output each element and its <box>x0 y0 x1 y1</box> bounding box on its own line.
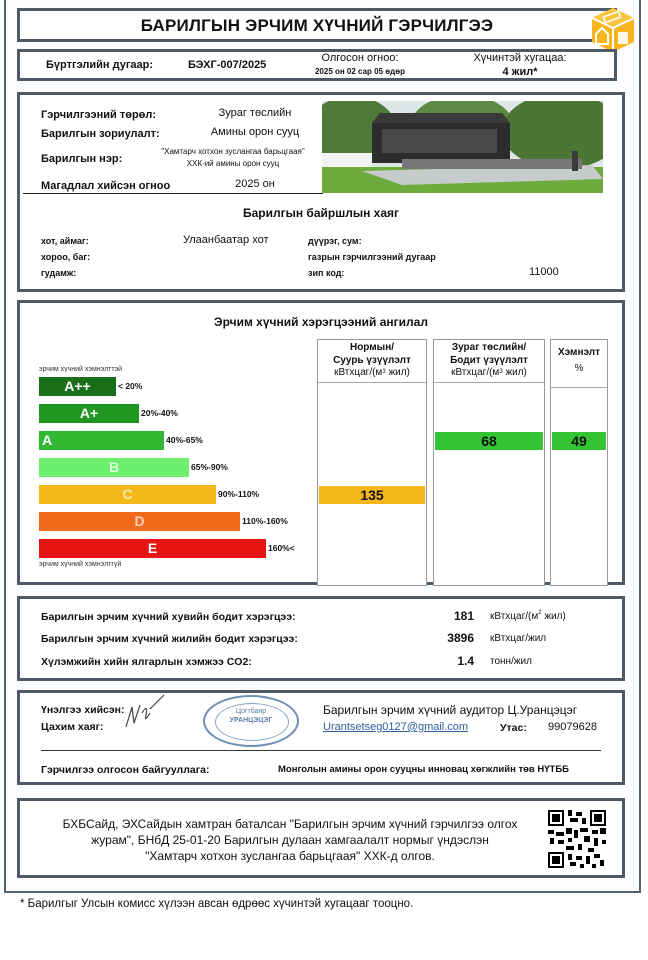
unit-part: кВтхцаг/(м <box>334 367 383 378</box>
rating-class-bar <box>39 404 139 423</box>
annual-demand-unit: кВтхцаг/жил <box>490 633 547 644</box>
page-title: БАРИЛГЫН ЭРЧИМ ХҮЧНИЙ ГЭРЧИЛГЭЭ <box>140 16 494 35</box>
qr-code-icon[interactable] <box>548 810 606 868</box>
inefficient-note: эрчим хүчний хэмнэлтгүй <box>39 561 122 568</box>
rating-class-range: 40%-65% <box>166 435 203 445</box>
validity-label: Хүчинтэй хугацаа: <box>473 52 567 64</box>
rating-class-range: 110%-160% <box>242 516 288 526</box>
city-label: хот, аймаг: <box>41 236 89 246</box>
title-box <box>17 8 617 42</box>
actual-header-line1: Зураг төслийн/ <box>451 342 527 353</box>
rating-class-label: E <box>147 540 158 556</box>
email-label: Цахим хаяг: <box>41 721 104 733</box>
building-purpose-value: Амины орон сууц <box>210 126 300 138</box>
actual-value-bar <box>435 432 543 450</box>
signature-icon <box>120 693 180 733</box>
unit-sup: 3 <box>382 369 386 375</box>
land-cert-label: газрын гэрчилгээний дугаар <box>308 252 436 262</box>
validity-footnote: * Барилгыг Улсын комисс хүлээн авсан өдрөөс хүчинтэй хугацааг тооцно. <box>20 898 414 910</box>
issue-date-label: Олгосон огноо: <box>321 52 399 64</box>
assessed-by-label: Үнэлгээ хийсэн: <box>41 704 125 716</box>
stamp-text-2: УРАНЦЭЦЭГ <box>229 717 273 724</box>
unit-part: кВтхцаг/(м <box>490 611 539 622</box>
rating-class-bar <box>39 485 216 504</box>
rating-class-range: < 20% <box>118 381 143 391</box>
norm-column-header <box>318 340 426 383</box>
district-label: дүүрэг, сум: <box>308 236 362 246</box>
legal-basis-box <box>17 798 625 878</box>
legal-basis-line3: "Хамтарч хотхон зуслангаа барьцгаая" ХХК-д олгов. <box>145 849 435 863</box>
auditor-stamp <box>203 695 299 747</box>
actual-column <box>433 339 545 586</box>
unit-sup: 2 <box>538 610 542 616</box>
certificate-type-value: Зураг төслийн <box>218 107 292 119</box>
unit-part: кВтхцаг/(м <box>451 367 500 378</box>
rating-class-bar <box>39 512 240 531</box>
specific-demand-value: 181 <box>453 609 474 623</box>
divider <box>41 750 601 751</box>
auditor-box <box>17 690 625 785</box>
co2-label: Хүлэмжийн хийн ялгарлын хэмжээ CO2: <box>41 656 252 668</box>
zip-label: зип код: <box>308 268 345 278</box>
building-photo <box>322 101 603 193</box>
phone-value: 99079628 <box>548 721 597 733</box>
auditor-name: Барилгын эрчим хүчний аудитор Ц.Уранцэцэг <box>323 703 578 717</box>
rating-class-label: A+ <box>79 405 99 421</box>
actual-header-line2: Бодит үзүүлэлт <box>450 354 528 366</box>
zip-value: 11000 <box>529 266 559 278</box>
saving-column-header <box>551 340 607 388</box>
norm-header-line2: Суурь үзүүлэлт <box>333 354 411 366</box>
rating-class-bar <box>39 377 116 396</box>
legal-basis-line2: журам", БНбД 25-01-20 Барилгын дулаан хамгаалалт нормыг үндэслэн <box>91 833 489 847</box>
rating-class-label: B <box>108 459 120 475</box>
street-label: гудамж: <box>41 268 77 278</box>
co2-value: 1.4 <box>457 654 474 668</box>
issuer-value: Монголын амины орон сууцны инновац хөгжлийн төв НҮТББ <box>278 764 569 775</box>
building-purpose-label: Барилгын зориулалт: <box>41 128 160 140</box>
unit-part: жил) <box>505 367 527 378</box>
rating-class-range: 90%-110% <box>218 489 260 499</box>
legal-basis-line1: БХБСайд, ЭХСайдын хамтран баталсан "Барилгын эрчим хүчний гэрчилгээ олгох <box>62 817 518 831</box>
norm-value: 135 <box>360 487 384 503</box>
unit-sup: 3 <box>499 369 503 375</box>
actual-value: 68 <box>481 433 497 449</box>
norm-column <box>317 339 427 586</box>
specific-demand-unit <box>490 611 566 622</box>
annual-demand-label: Барилгын эрчим хүчний жилийн бодит хэрэгцээ: <box>41 633 298 645</box>
stamp-text-1: Цогтбаяр <box>235 708 267 715</box>
validity-value: 4 жил* <box>502 66 538 78</box>
saving-value-bar <box>552 432 606 450</box>
unit-part: жил) <box>388 367 410 378</box>
building-info-box <box>17 92 625 292</box>
saving-header-unit: % <box>574 362 584 374</box>
efficient-note: эрчим хүчний хэмнэлттэй <box>39 366 123 373</box>
rating-class-range: 20%-40% <box>141 408 178 418</box>
saving-header-line1: Хэмнэлт <box>557 347 601 358</box>
actual-header-unit <box>434 367 544 380</box>
consumption-stats-box <box>17 596 625 681</box>
certificate-type-label: Гэрчилгээний төрөл: <box>41 109 157 121</box>
norm-header-line1: Нормын/ <box>349 342 395 353</box>
energy-rating-box <box>17 300 625 585</box>
annual-demand-value: 3896 <box>447 631 474 645</box>
divider <box>23 193 323 194</box>
rating-class-label: D <box>134 513 145 529</box>
rating-class-bar <box>39 431 164 450</box>
rating-class-bar <box>39 539 266 558</box>
certification-date-label: Магадлал хийсэн огноо <box>41 180 171 192</box>
building-name-line2: ХХК-ий амины орон сууц <box>186 159 280 168</box>
registration-number-label: Бүртгэлийн дугаар: <box>46 59 154 71</box>
issuer-label: Гэрчилгээ олгосон байгууллага: <box>41 764 210 776</box>
saving-column <box>550 339 608 586</box>
khoroo-label: хороо, баг: <box>41 252 91 262</box>
email-link[interactable]: Urantsetseg0127@gmail.com <box>323 721 469 733</box>
registration-box <box>17 49 617 81</box>
co2-unit: тонн/жил <box>490 656 532 667</box>
rating-class-label: A++ <box>64 378 91 394</box>
building-name-label: Барилгын нэр: <box>41 153 123 165</box>
house-cube-icon <box>590 6 636 54</box>
rating-class-range: 65%-90% <box>191 462 228 472</box>
specific-demand-label: Барилгын эрчим хүчний хувийн бодит хэрэгцээ: <box>41 611 296 623</box>
building-name-line1: "Хамтарч хотхон зуслангаа барьцгаая" <box>161 147 305 156</box>
phone-label: Утас: <box>500 722 527 734</box>
saving-value: 49 <box>571 433 587 449</box>
city-value: Улаанбаатар хот <box>183 234 269 246</box>
certification-date-value: 2025 он <box>235 178 275 190</box>
actual-column-header <box>434 340 544 383</box>
address-title: Барилгын байршлын хаяг <box>242 206 400 220</box>
norm-header-unit <box>318 367 426 380</box>
rating-class-label: C <box>122 486 133 502</box>
rating-class-label: A <box>42 432 53 448</box>
rating-title: Эрчим хүчний хэрэгцээний ангилал <box>214 315 428 329</box>
rating-class-bar <box>39 458 189 477</box>
norm-value-bar <box>319 486 425 504</box>
registration-number-value: БЭХГ-007/2025 <box>188 59 267 71</box>
rating-class-range: 160%< <box>268 543 295 553</box>
unit-part: жил) <box>544 611 566 622</box>
issue-date-value: 2025 он 02 сар 05 өдөр <box>314 67 406 76</box>
